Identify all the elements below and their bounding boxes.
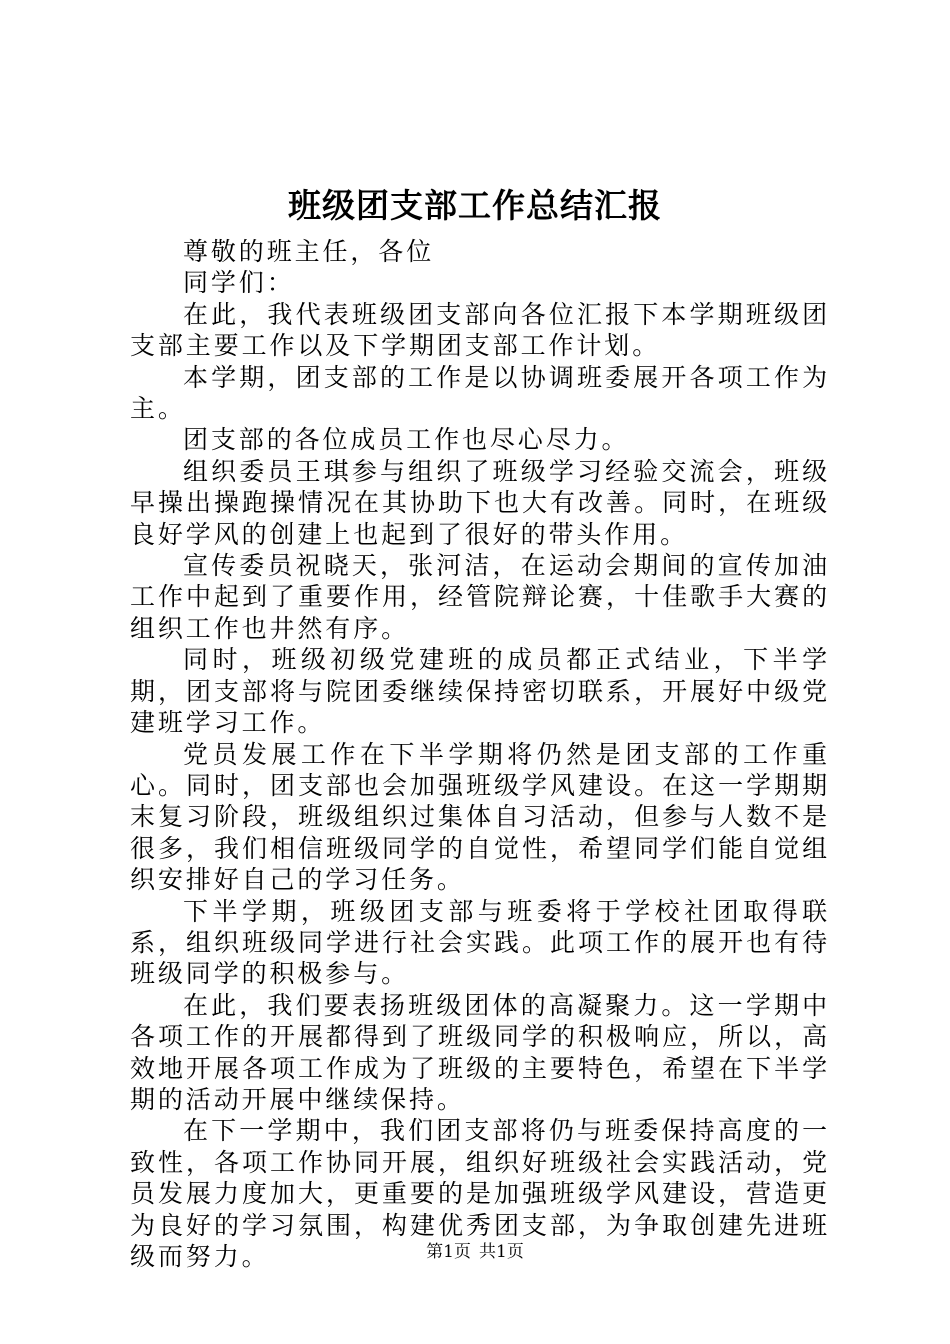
paragraph-closing: 在下一学期中，我们团支部将仍与班委保持高度的一致性，各项工作协同开展，组织好班级社会实践活动，党员发展力度加大，更重要的是加强班级学风建设，营造更为良好的学习氛围，构建优秀团支部，为争取创建先进班级而努力。 [130,1116,830,1271]
paragraph: 组织委员王琪参与组织了班级学习经验交流会，班级早操出操跑操情况在其协助下也大有改善。同时，在班级良好学风的创建上也起到了很好的带头作用。 [130,456,830,549]
salutation-line-1: 尊敬的班主任，各位 [183,237,435,266]
paragraph: 同时，班级初级党建班的成员都正式结业，下半学期，团支部将与院团委继续保持密切联系，开展好中级党建班学习工作。 [130,645,830,738]
paragraph: 本学期，团支部的工作是以协调班委展开各项工作为主。 [130,362,830,424]
page-number: 第1页 [426,1242,471,1262]
paragraph: 宣传委员祝晓天，张河洁，在运动会期间的宣传加油工作中起到了重要作用，经管院辩论赛，十佳歌手大赛的组织工作也井然有序。 [130,551,830,643]
page-footer [0,1240,950,1264]
document-title: 班级团支部工作总结汇报 [288,186,662,225]
paragraph: 在此，我们要表扬班级团体的高凝聚力。这一学期中各项工作的开展都得到了班级同学的积极响应，所以，高效地开展各项工作成为了班级的主要特色，希望在下半学期的活动开展中继续保持。 [130,990,830,1114]
paragraph-intro: 在此，我代表班级团支部向各位汇报下本学期班级团支部主要工作以及下学期团支部工作计划。 [130,299,830,361]
paragraph: 党员发展工作在下半学期将仍然是团支部的工作重心。同时，团支部也会加强班级学风建设。在这一学期期末复习阶段，班级组织过集体自习活动，但参与人数不是很多，我们相信班级同学的自觉性，希望同学们能自觉组织安排好自己的学习任务。 [130,739,830,895]
page-total: 共1页 [479,1242,524,1262]
paragraph: 团支部的各位成员工作也尽心尽力。 [183,425,630,455]
paragraph: 下半学期，班级团支部与班委将于学校社团取得联系，组织班级同学进行社会实践。此项工作的展开也有待班级同学的积极参与。 [130,896,830,989]
document-body [130,236,830,1272]
salutation-line-2: 同学们： [183,268,295,298]
